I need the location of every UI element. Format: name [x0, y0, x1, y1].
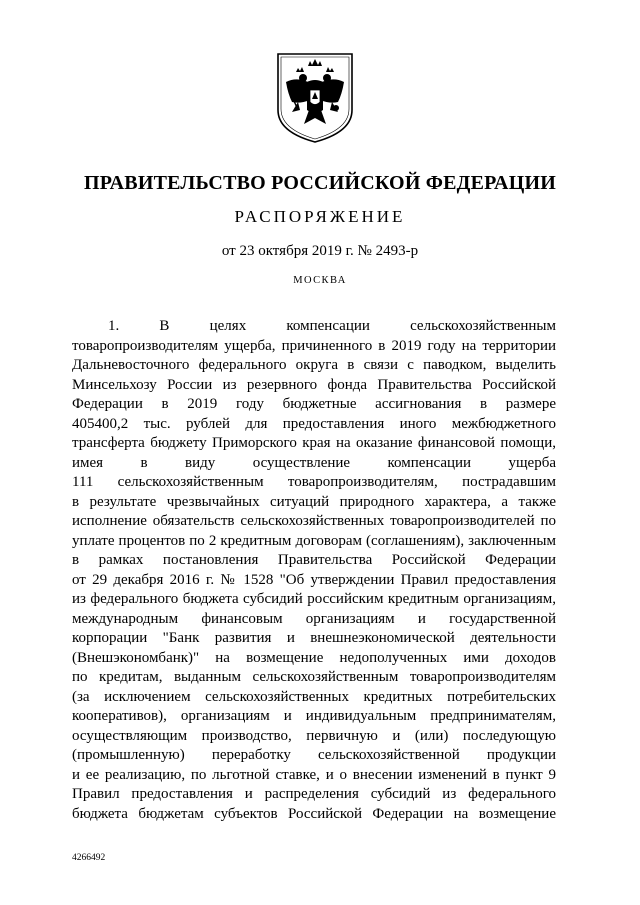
body-line: (промышленную) переработку сельскохозяйственной продукции: [72, 747, 556, 763]
body-line: и ее реализацию, по льготной ставке, и о внесении изменений в пункт 9: [72, 766, 556, 783]
body-line: от 29 декабря 2016 г. № 1528 "Об утверждении Правил предоставления: [72, 571, 556, 588]
body-line: международным финансовым организациям и государственной: [72, 610, 556, 627]
body-line: 1. В целях компенсации сельскохозяйственным: [108, 318, 556, 334]
body-line: уплате процентов по 2 кредитным договорам (соглашениям), заключенным: [72, 532, 556, 549]
body-line: (Внешэкономбанк)" на возмещение недополученных ими доходов: [72, 649, 556, 666]
body-line: Дальневосточного федерального округа в связи с паводком, выделить: [72, 357, 556, 373]
body-line: исполнение обязательств сельскохозяйственных товаропроизводителей по: [72, 513, 556, 529]
body-line: (за исключением сельскохозяйственных кредитных потребительских: [72, 688, 556, 705]
document-type: РАСПОРЯЖЕНИЕ: [234, 207, 406, 226]
russian-coat-of-arms-icon: [276, 52, 354, 144]
body-line: 405400,2 тыс. рублей для предоставления иного межбюджетного: [72, 415, 556, 432]
body-line: трансферта бюджету Приморского края на оказание финансовой помощи,: [72, 435, 556, 451]
body-line: из федерального бюджета субсидий российским кредитным организациям,: [72, 591, 556, 607]
body-line: 111 сельскохозяйственным товаропроизводителям, пострадавшим: [72, 474, 556, 490]
body-line: бюджета бюджетам субъектов Российской Федерации на возмещение: [72, 805, 556, 822]
document-date-number: от 23 октября 2019 г. № 2493-р: [221, 243, 419, 259]
body-line: Федерации в 2019 году бюджетные ассигнования в размере: [72, 396, 556, 412]
government-title: ПРАВИТЕЛЬСТВО РОССИЙСКОЙ ФЕДЕРАЦИИ: [84, 172, 556, 194]
body-line: имея в виду осуществление компенсации ущерба: [72, 454, 556, 471]
body-line: корпорации "Банк развития и внешнеэкономической деятельности: [72, 630, 556, 646]
body-line: товаропроизводителям ущерба, причиненного в 2019 году на территории: [72, 337, 556, 354]
body-line: по кредитам, выданным сельскохозяйственным товаропроизводителям: [72, 669, 556, 685]
document-code: 4266492: [72, 853, 106, 863]
document-body: [72, 317, 556, 824]
body-line: Правил предоставления и распределения субсидий из федерального: [72, 786, 556, 802]
body-line: Минсельхозу России из резервного фонда Правительства Российской: [72, 376, 556, 393]
body-line: в результате чрезвычайных ситуаций природного характера, а также: [72, 493, 556, 510]
body-line: в рамках постановления Правительства Российской Федерации: [72, 552, 556, 568]
document-city: МОСКВА: [293, 275, 347, 286]
body-line: кооперативов), организациям и индивидуальным предпринимателям,: [72, 708, 556, 724]
body-line: осуществляющим производство, первичную и (или) последующую: [72, 727, 556, 744]
